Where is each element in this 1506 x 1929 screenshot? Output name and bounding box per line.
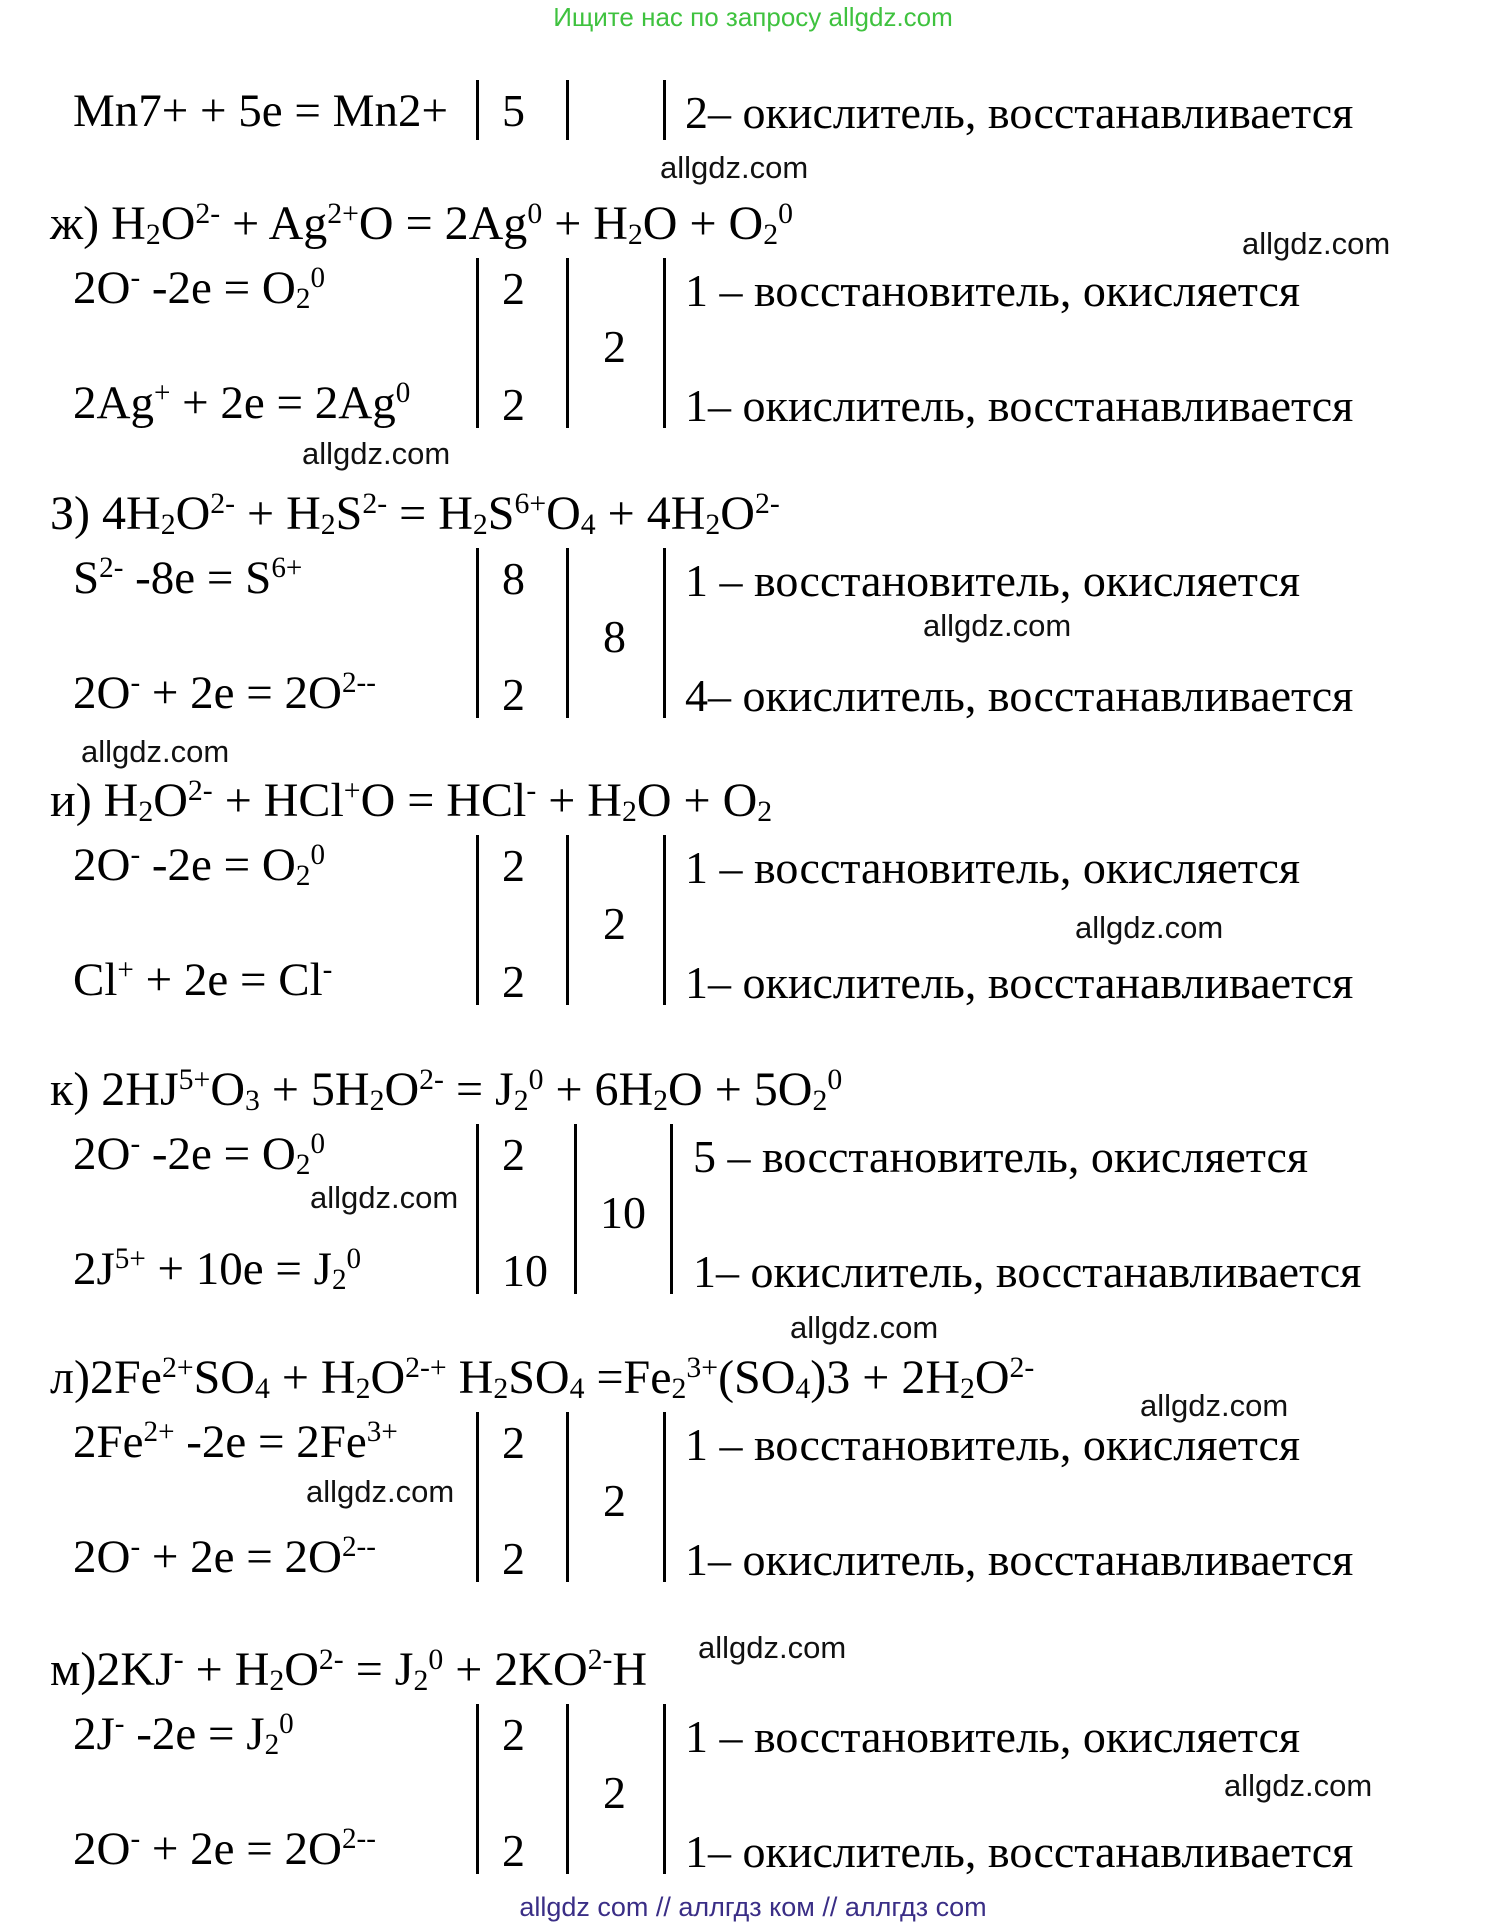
reaction-equation: З) $4H_2O^{2-} + H_2S^{2-} = H_2S^{6+}O_4 + 4H_2O^{2-}$ (50, 486, 780, 542)
electron-count-reduction: 2 (502, 956, 525, 1007)
role-oxidizer: 1– окислитель, восстанавливается (693, 1246, 1362, 1297)
least-common-multiple: 10 (600, 1187, 646, 1238)
watermark: allgdz.com (923, 608, 1072, 643)
mn-electron-count: 5 (502, 85, 525, 136)
bracket-line (663, 1704, 666, 1874)
watermark: allgdz.com (698, 1630, 847, 1665)
role-reducer: 1 – восстановитель, окисляется (685, 842, 1301, 893)
top-banner: Ищите нас по запросу allgdz.com (553, 2, 953, 32)
electron-count-reduction: 2 (502, 379, 525, 430)
bracket-line (476, 548, 479, 718)
bracket-line (574, 1124, 577, 1294)
reaction-equation: $л)2Fe^{2+}SO_4 + H_2O^{2-+}$ $H_2SO_4 =Fe_2^{3+}(SO_4)3 + 2H_2O^{2-}$ (50, 1350, 1035, 1406)
half-reaction-reduction: $2O^- + 2e = 2O^{2--}$ (73, 666, 376, 719)
half-reaction-reduction: $2O^- + 2e = 2O^{2--}$ (73, 1822, 376, 1875)
least-common-multiple: 2 (603, 321, 626, 372)
reaction-equation: к) $2HJ^{5+}O_3 + 5H_2O^{2-} = J_2^0 + 6H_2O + 5O_2^0$ (50, 1062, 843, 1118)
bracket-line (566, 548, 569, 718)
electron-count-reduction: 2 (502, 1533, 525, 1584)
bracket-line (663, 835, 666, 1005)
bracket-line (566, 80, 569, 140)
bracket-line (566, 835, 569, 1005)
least-common-multiple: 2 (603, 898, 626, 949)
bracket-line (663, 548, 666, 718)
watermark: allgdz.com (790, 1310, 939, 1345)
least-common-multiple: 2 (603, 1475, 626, 1526)
bracket-line (476, 835, 479, 1005)
role-oxidizer: 4– окислитель, восстанавливается (685, 670, 1354, 721)
watermark: allgdz.com (306, 1474, 455, 1509)
role-oxidizer: 1– окислитель, восстанавливается (685, 1534, 1354, 1585)
electron-count-oxidation: 8 (502, 553, 525, 604)
watermark: allgdz.com (1140, 1388, 1289, 1423)
role-oxidizer: 1– окислитель, восстанавливается (685, 1826, 1354, 1877)
bracket-line (476, 1704, 479, 1874)
role-oxidizer: 1– окислитель, восстанавливается (685, 957, 1354, 1008)
bracket-line (566, 258, 569, 428)
watermark: allgdz.com (310, 1180, 459, 1215)
watermark: allgdz.com (1224, 1768, 1373, 1803)
role-reducer: 1 – восстановитель, окисляется (685, 555, 1301, 606)
mn-role: 2– окислитель, восстанавливается (685, 87, 1354, 138)
reaction-equation: и) $H_2O^{2-} + HCl^+O = HCl^- + H_2O + O_2$ (50, 773, 773, 829)
role-reducer: 5 – восстановитель, окисляется (693, 1131, 1309, 1182)
role-reducer: 1 – восстановитель, окисляется (685, 265, 1301, 316)
electron-count-reduction: 2 (502, 1825, 525, 1876)
bracket-line (663, 80, 666, 140)
reaction-equation: ж) $H_2O^{2-} + Ag^{2+}O = 2Ag^0 + H_2O + O_2^0$ (50, 196, 793, 252)
bracket-line (566, 1704, 569, 1874)
bracket-line (476, 80, 479, 140)
half-reaction-reduction: $2J^{5+} + 10e = J_2^0$ (73, 1242, 362, 1297)
least-common-multiple: 2 (603, 1767, 626, 1818)
least-common-multiple: 8 (603, 611, 626, 662)
watermark: allgdz.com (660, 150, 809, 185)
half-reaction-oxidation: 2O- $-2e = O_2^0$ (73, 838, 325, 893)
bracket-line (670, 1124, 673, 1294)
role-reducer: 1 – восстановитель, окисляется (685, 1711, 1301, 1762)
role-reducer: 1 – восстановитель, окисляется (685, 1419, 1301, 1470)
bracket-line (476, 1124, 479, 1294)
half-reaction-oxidation: 2O- $-2e = O_2^0$ (73, 261, 325, 316)
half-reaction-oxidation: 2O- $-2e = O_2^0$ (73, 1127, 325, 1182)
footer-links: allgdz com // аллгдз ком // аллгдз com (519, 1892, 987, 1922)
bracket-line (476, 258, 479, 428)
watermark: allgdz.com (302, 436, 451, 471)
electron-count-oxidation: 2 (502, 1129, 525, 1180)
electron-count-oxidation: 2 (502, 840, 525, 891)
bracket-line (663, 1412, 666, 1582)
role-oxidizer: 1– окислитель, восстанавливается (685, 380, 1354, 431)
half-reaction-reduction: $2O^- + 2e = 2O^{2--}$ (73, 1530, 376, 1583)
electron-count-oxidation: 2 (502, 1709, 525, 1760)
electron-count-reduction: 10 (502, 1245, 548, 1296)
half-reaction-reduction: Cl+ + 2e = Cl- (73, 953, 333, 1006)
mn-half-reaction: Mn7+ + 5e = Mn2+ (73, 85, 448, 137)
bracket-line (476, 1412, 479, 1582)
bracket-line (566, 1412, 569, 1582)
watermark: allgdz.com (81, 734, 230, 769)
watermark: allgdz.com (1242, 226, 1391, 261)
electron-count-reduction: 2 (502, 669, 525, 720)
half-reaction-oxidation: 2J- $-2e = J_2^0$ (73, 1707, 294, 1762)
half-reaction-oxidation: $2Fe^{2+}$ $-2e = 2Fe^{3+}$ (73, 1415, 398, 1468)
half-reaction-oxidation: $S^{2-}$ $-8e = S^{6+}$ (73, 551, 303, 604)
electron-count-oxidation: 2 (502, 263, 525, 314)
watermark: allgdz.com (1075, 910, 1224, 945)
bracket-line (663, 258, 666, 428)
electron-count-oxidation: 2 (502, 1417, 525, 1468)
half-reaction-reduction: $2Ag^+ + 2e = 2Ag^0$ (73, 376, 411, 429)
reaction-equation: $м)2KJ^- + H_2O^{2-} = J_2^0 + 2KO^{2-}H$ (50, 1642, 648, 1698)
